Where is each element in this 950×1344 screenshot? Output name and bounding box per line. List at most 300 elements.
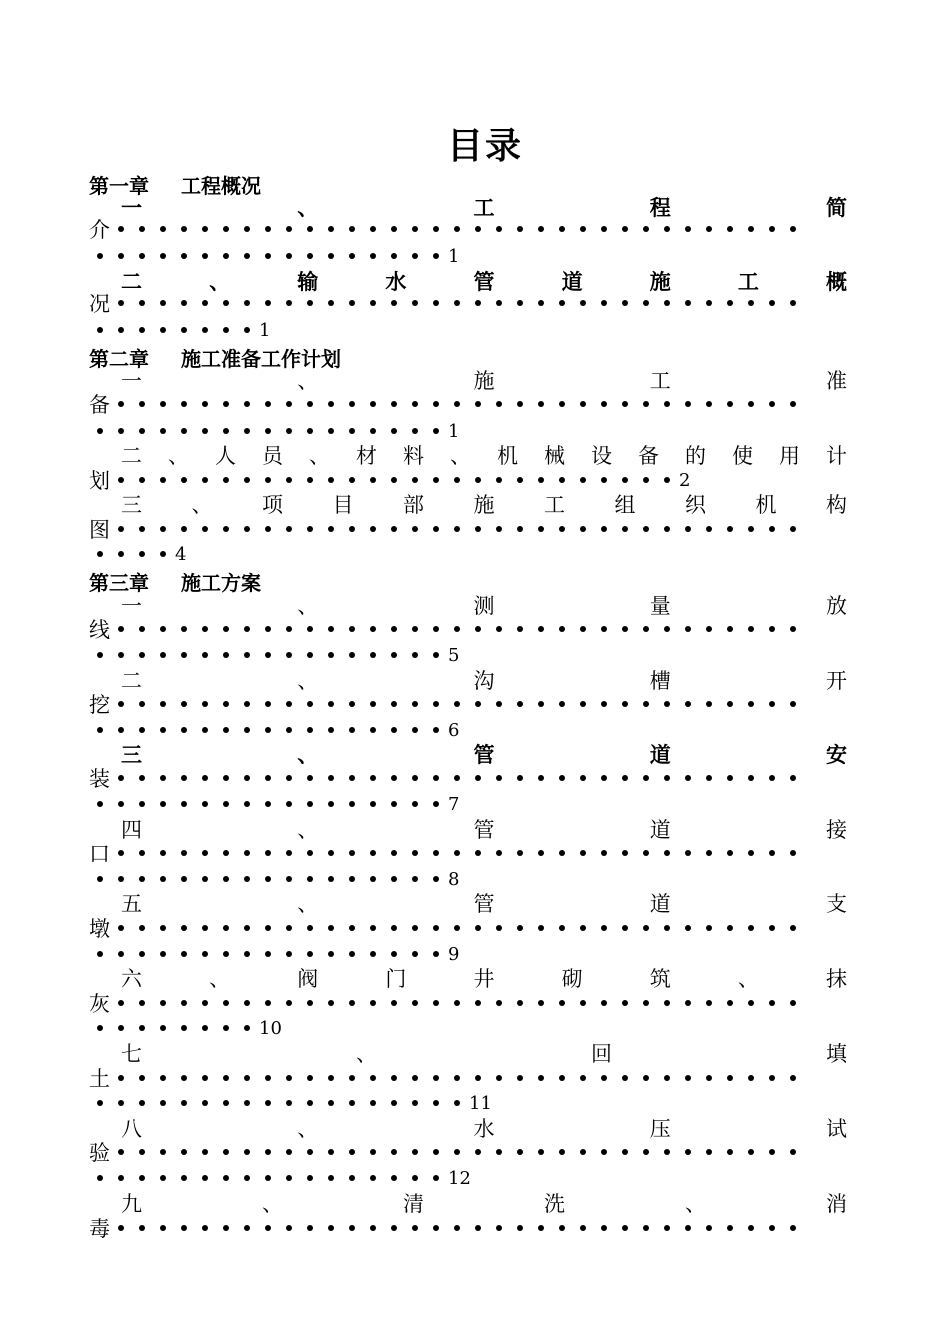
leader-dot <box>202 1075 208 1081</box>
leader-dot <box>118 951 124 957</box>
leader-dot <box>643 477 649 483</box>
entry-char: 消 <box>826 1192 847 1216</box>
leader-dot <box>538 850 544 856</box>
leader-dot <box>181 253 187 259</box>
leader-dot <box>370 876 376 882</box>
leader-dot <box>286 775 292 781</box>
leader-dot <box>622 226 628 232</box>
leader-dot <box>307 876 313 882</box>
leader-dot <box>559 300 565 306</box>
leader-dot <box>370 1000 376 1006</box>
leader-dot <box>748 701 754 707</box>
toc-entry[interactable] <box>89 491 847 517</box>
leader-dot <box>181 1000 187 1006</box>
leader-dot <box>454 1000 460 1006</box>
entry-tail-char: 介 <box>89 218 110 242</box>
leader-dot <box>244 925 250 931</box>
entry-char: 回 <box>591 1042 612 1066</box>
entry-char: 用 <box>779 444 800 468</box>
leader-dot <box>769 226 775 232</box>
leader-dot <box>286 428 292 434</box>
leader-dot <box>601 701 607 707</box>
leader-dot <box>160 925 166 931</box>
leader-dot <box>349 401 355 407</box>
leader-dot <box>391 1075 397 1081</box>
leader-dot <box>244 876 250 882</box>
entry-char: 使 <box>732 444 753 468</box>
leader-dot <box>202 526 208 532</box>
leader-dot <box>643 1000 649 1006</box>
leader-dot <box>685 626 691 632</box>
leader-dot <box>118 1075 124 1081</box>
leader-dot <box>118 1225 124 1231</box>
leader-dot <box>97 1025 103 1031</box>
leader-dot <box>601 226 607 232</box>
leader-dot <box>727 1000 733 1006</box>
leader-dot <box>412 1100 418 1106</box>
entry-char: 接 <box>826 818 847 842</box>
toc-entry[interactable] <box>89 592 847 618</box>
leader-dot <box>685 526 691 532</box>
leader-dot <box>748 1075 754 1081</box>
entry-char: 概 <box>826 270 847 294</box>
leader-dot <box>412 1225 418 1231</box>
toc-entry[interactable] <box>89 367 847 393</box>
leader-dot <box>622 626 628 632</box>
toc-entry[interactable] <box>89 965 847 991</box>
entry-char: 开 <box>826 669 847 693</box>
leader-dot <box>370 652 376 658</box>
leader-dot <box>496 401 502 407</box>
leader-dot <box>454 1225 460 1231</box>
leader-dot <box>643 401 649 407</box>
leader-dot <box>328 925 334 931</box>
entry-char: 放 <box>826 594 847 618</box>
leader-dot <box>664 1149 670 1155</box>
leader-dot <box>622 401 628 407</box>
entry-char: 施 <box>473 493 495 517</box>
leader-dot <box>139 428 145 434</box>
leader-dot <box>286 626 292 632</box>
leader-dot <box>559 1149 565 1155</box>
leader-dot <box>160 775 166 781</box>
dot-leader <box>110 626 803 632</box>
dot-leader <box>89 253 446 259</box>
leader-dot <box>328 652 334 658</box>
leader-dot <box>139 850 145 856</box>
leader-dot <box>349 1225 355 1231</box>
leader-dot <box>181 1175 187 1181</box>
leader-dot <box>727 626 733 632</box>
toc-entry-page-row <box>89 317 270 343</box>
leader-dot <box>370 701 376 707</box>
leader-dot <box>538 701 544 707</box>
leader-dot <box>181 727 187 733</box>
leader-dot <box>202 775 208 781</box>
leader-dot <box>370 801 376 807</box>
dot-leader <box>110 1225 803 1231</box>
leader-dot <box>643 701 649 707</box>
leader-dot <box>286 727 292 733</box>
leader-dot <box>391 226 397 232</box>
leader-dot <box>223 626 229 632</box>
leader-dot <box>790 850 796 856</box>
leader-dot <box>391 652 397 658</box>
leader-dot <box>580 1000 586 1006</box>
leader-dot <box>286 801 292 807</box>
leader-dot <box>475 925 481 931</box>
leader-dot <box>181 526 187 532</box>
leader-dot <box>769 401 775 407</box>
leader-dot <box>727 300 733 306</box>
leader-dot <box>475 1225 481 1231</box>
entry-char: 工 <box>737 270 759 294</box>
leader-dot <box>202 876 208 882</box>
dot-leader <box>89 1175 446 1181</box>
leader-dot <box>433 300 439 306</box>
dot-leader <box>110 925 803 931</box>
entry-tail-char: 挖 <box>89 693 110 717</box>
leader-dot <box>391 775 397 781</box>
leader-dot <box>160 401 166 407</box>
dot-leader <box>89 327 257 333</box>
leader-dot <box>244 850 250 856</box>
leader-dot <box>496 226 502 232</box>
leader-dot <box>517 477 523 483</box>
leader-dot <box>328 850 334 856</box>
leader-dot <box>433 1100 439 1106</box>
leader-dot <box>433 652 439 658</box>
leader-dot <box>307 775 313 781</box>
entry-char: 水 <box>473 1117 495 1141</box>
leader-dot <box>370 850 376 856</box>
entry-char: 道 <box>649 743 671 767</box>
leader-dot <box>391 1149 397 1155</box>
leader-dot <box>706 775 712 781</box>
leader-dot <box>685 925 691 931</box>
entry-char: 、 <box>450 444 471 468</box>
leader-dot <box>181 876 187 882</box>
entry-tail-char: 毒 <box>89 1217 110 1241</box>
leader-dot <box>706 925 712 931</box>
leader-dot <box>706 226 712 232</box>
toc-entry[interactable] <box>89 667 847 693</box>
leader-dot <box>307 300 313 306</box>
leader-dot <box>139 226 145 232</box>
leader-dot <box>601 850 607 856</box>
leader-dot <box>223 1000 229 1006</box>
leader-dot <box>265 300 271 306</box>
leader-dot <box>454 1149 460 1155</box>
leader-dot <box>706 526 712 532</box>
leader-dot <box>475 775 481 781</box>
leader-dot <box>139 626 145 632</box>
leader-dot <box>727 526 733 532</box>
entry-char: 管 <box>473 818 495 842</box>
leader-dot <box>643 775 649 781</box>
leader-dot <box>433 477 439 483</box>
leader-dot <box>580 401 586 407</box>
leader-dot <box>286 925 292 931</box>
leader-dot <box>328 1100 334 1106</box>
entry-char: 筑 <box>649 967 671 991</box>
leader-dot <box>412 925 418 931</box>
entry-char: 计 <box>826 444 847 468</box>
leader-dot <box>370 526 376 532</box>
toc-entry-leader-row <box>89 516 803 542</box>
leader-dot <box>139 551 145 557</box>
leader-dot <box>202 801 208 807</box>
leader-dot <box>475 477 481 483</box>
leader-dot <box>685 1225 691 1231</box>
leader-dot <box>475 1075 481 1081</box>
leader-dot <box>265 526 271 532</box>
leader-dot <box>97 1175 103 1181</box>
dot-leader <box>110 401 803 407</box>
leader-dot <box>643 850 649 856</box>
toc-entry[interactable] <box>89 1115 847 1141</box>
leader-dot <box>769 1225 775 1231</box>
toc-entry-page-row <box>89 642 459 668</box>
leader-dot <box>160 477 166 483</box>
leader-dot <box>391 1100 397 1106</box>
leader-dot <box>412 526 418 532</box>
chapter-title: 工程概况 <box>181 174 261 198</box>
leader-dot <box>202 477 208 483</box>
leader-dot <box>496 775 502 781</box>
leader-dot <box>139 401 145 407</box>
leader-dot <box>790 701 796 707</box>
dot-leader <box>89 1025 257 1031</box>
leader-dot <box>370 1075 376 1081</box>
leader-dot <box>118 253 124 259</box>
entry-tail-char: 图 <box>89 518 110 542</box>
leader-dot <box>412 850 418 856</box>
dot-leader <box>89 428 446 434</box>
leader-dot <box>286 477 292 483</box>
leader-dot <box>706 626 712 632</box>
leader-dot <box>349 701 355 707</box>
toc-entry[interactable] <box>89 890 847 916</box>
page-number: 5 <box>448 644 460 666</box>
leader-dot <box>664 477 670 483</box>
entry-char: 三 <box>121 493 142 517</box>
entry-char: 安 <box>826 743 847 767</box>
leader-dot <box>538 1000 544 1006</box>
leader-dot <box>160 300 166 306</box>
leader-dot <box>181 801 187 807</box>
toc-entry[interactable] <box>89 442 847 468</box>
leader-dot <box>496 1225 502 1231</box>
leader-dot <box>601 925 607 931</box>
leader-dot <box>349 727 355 733</box>
entry-char: 准 <box>826 369 847 393</box>
leader-dot <box>664 850 670 856</box>
leader-dot <box>244 1000 250 1006</box>
entry-char: 二 <box>121 669 142 693</box>
toc-entry[interactable] <box>89 1190 847 1216</box>
leader-dot <box>181 701 187 707</box>
leader-dot <box>412 1149 418 1155</box>
leader-dot <box>496 526 502 532</box>
leader-dot <box>664 925 670 931</box>
leader-dot <box>391 876 397 882</box>
entry-char: 组 <box>614 493 636 517</box>
leader-dot <box>307 1175 313 1181</box>
leader-dot <box>559 226 565 232</box>
page-title: 目录 <box>446 126 523 167</box>
leader-dot <box>328 428 334 434</box>
entry-char: 管 <box>473 743 495 767</box>
entry-char: 、 <box>297 669 319 693</box>
leader-dot <box>160 1075 166 1081</box>
leader-dot <box>160 951 166 957</box>
dot-leader <box>89 801 446 807</box>
leader-dot <box>202 253 208 259</box>
leader-dot <box>622 701 628 707</box>
leader-dot <box>412 727 418 733</box>
leader-dot <box>223 1175 229 1181</box>
entry-char: 门 <box>385 967 407 991</box>
leader-dot <box>328 401 334 407</box>
leader-dot <box>244 727 250 733</box>
leader-dot <box>538 1075 544 1081</box>
leader-dot <box>328 1000 334 1006</box>
leader-dot <box>97 652 103 658</box>
leader-dot <box>181 327 187 333</box>
leader-dot <box>349 801 355 807</box>
dot-leader <box>110 477 677 483</box>
leader-dot <box>391 526 397 532</box>
leader-dot <box>748 401 754 407</box>
leader-dot <box>223 1100 229 1106</box>
entry-tail-char: 墩 <box>89 917 110 941</box>
leader-dot <box>307 526 313 532</box>
leader-dot <box>181 226 187 232</box>
leader-dot <box>727 401 733 407</box>
leader-dot <box>202 327 208 333</box>
leader-dot <box>454 401 460 407</box>
leader-dot <box>370 626 376 632</box>
leader-dot <box>664 226 670 232</box>
leader-dot <box>139 727 145 733</box>
leader-dot <box>559 1075 565 1081</box>
leader-dot <box>265 1000 271 1006</box>
leader-dot <box>244 428 250 434</box>
toc-entry-leader-row <box>89 216 803 242</box>
leader-dot <box>748 1225 754 1231</box>
toc-entry[interactable] <box>89 816 847 842</box>
leader-dot <box>244 300 250 306</box>
leader-dot <box>454 477 460 483</box>
leader-dot <box>769 1075 775 1081</box>
leader-dot <box>349 925 355 931</box>
leader-dot <box>370 226 376 232</box>
leader-dot <box>391 300 397 306</box>
entry-char: 机 <box>755 493 777 517</box>
leader-dot <box>160 1149 166 1155</box>
page-number: 7 <box>448 793 460 815</box>
leader-dot <box>244 801 250 807</box>
leader-dot <box>139 652 145 658</box>
leader-dot <box>244 1075 250 1081</box>
entry-char: 施 <box>649 270 671 294</box>
entry-char: 支 <box>826 892 847 916</box>
leader-dot <box>769 775 775 781</box>
leader-dot <box>160 1175 166 1181</box>
leader-dot <box>580 300 586 306</box>
leader-dot <box>328 801 334 807</box>
leader-dot <box>412 652 418 658</box>
leader-dot <box>160 801 166 807</box>
leader-dot <box>601 401 607 407</box>
leader-dot <box>118 477 124 483</box>
entry-char: 、 <box>297 1117 319 1141</box>
entry-char: 、 <box>297 196 319 220</box>
leader-dot <box>391 701 397 707</box>
leader-dot <box>328 876 334 882</box>
leader-dot <box>580 477 586 483</box>
leader-dot <box>244 701 250 707</box>
leader-dot <box>202 727 208 733</box>
leader-dot <box>181 477 187 483</box>
leader-dot <box>328 951 334 957</box>
chapter-title: 施工方案 <box>181 571 261 595</box>
leader-dot <box>181 1025 187 1031</box>
leader-dot <box>370 775 376 781</box>
leader-dot <box>622 850 628 856</box>
entry-char: 、 <box>191 493 213 517</box>
leader-dot <box>118 1149 124 1155</box>
entry-char: 三 <box>121 743 142 767</box>
leader-dot <box>139 1000 145 1006</box>
toc-entry[interactable] <box>89 741 847 767</box>
entry-char: 管 <box>473 270 495 294</box>
dot-leader <box>110 1149 803 1155</box>
leader-dot <box>244 526 250 532</box>
leader-dot <box>517 300 523 306</box>
leader-dot <box>97 801 103 807</box>
entry-char: 项 <box>262 493 283 517</box>
leader-dot <box>265 1225 271 1231</box>
entry-char: 工 <box>649 369 671 393</box>
entry-tail-char: 口 <box>89 842 110 866</box>
dot-leader <box>110 701 803 707</box>
leader-dot <box>244 1100 250 1106</box>
leader-dot <box>328 1149 334 1155</box>
leader-dot <box>727 1149 733 1155</box>
leader-dot <box>202 1175 208 1181</box>
leader-dot <box>496 1000 502 1006</box>
entry-char: 、 <box>309 444 330 468</box>
leader-dot <box>118 652 124 658</box>
leader-dot <box>349 253 355 259</box>
dot-leader <box>110 775 803 781</box>
leader-dot <box>433 1149 439 1155</box>
leader-dot <box>391 727 397 733</box>
leader-dot <box>601 1000 607 1006</box>
leader-dot <box>181 652 187 658</box>
leader-dot <box>349 1175 355 1181</box>
toc-entry[interactable] <box>89 1040 847 1066</box>
leader-dot <box>769 850 775 856</box>
entry-char: 、 <box>262 1192 283 1216</box>
leader-dot <box>601 300 607 306</box>
leader-dot <box>139 1175 145 1181</box>
leader-dot <box>433 775 439 781</box>
leader-dot <box>685 775 691 781</box>
leader-dot <box>286 1000 292 1006</box>
